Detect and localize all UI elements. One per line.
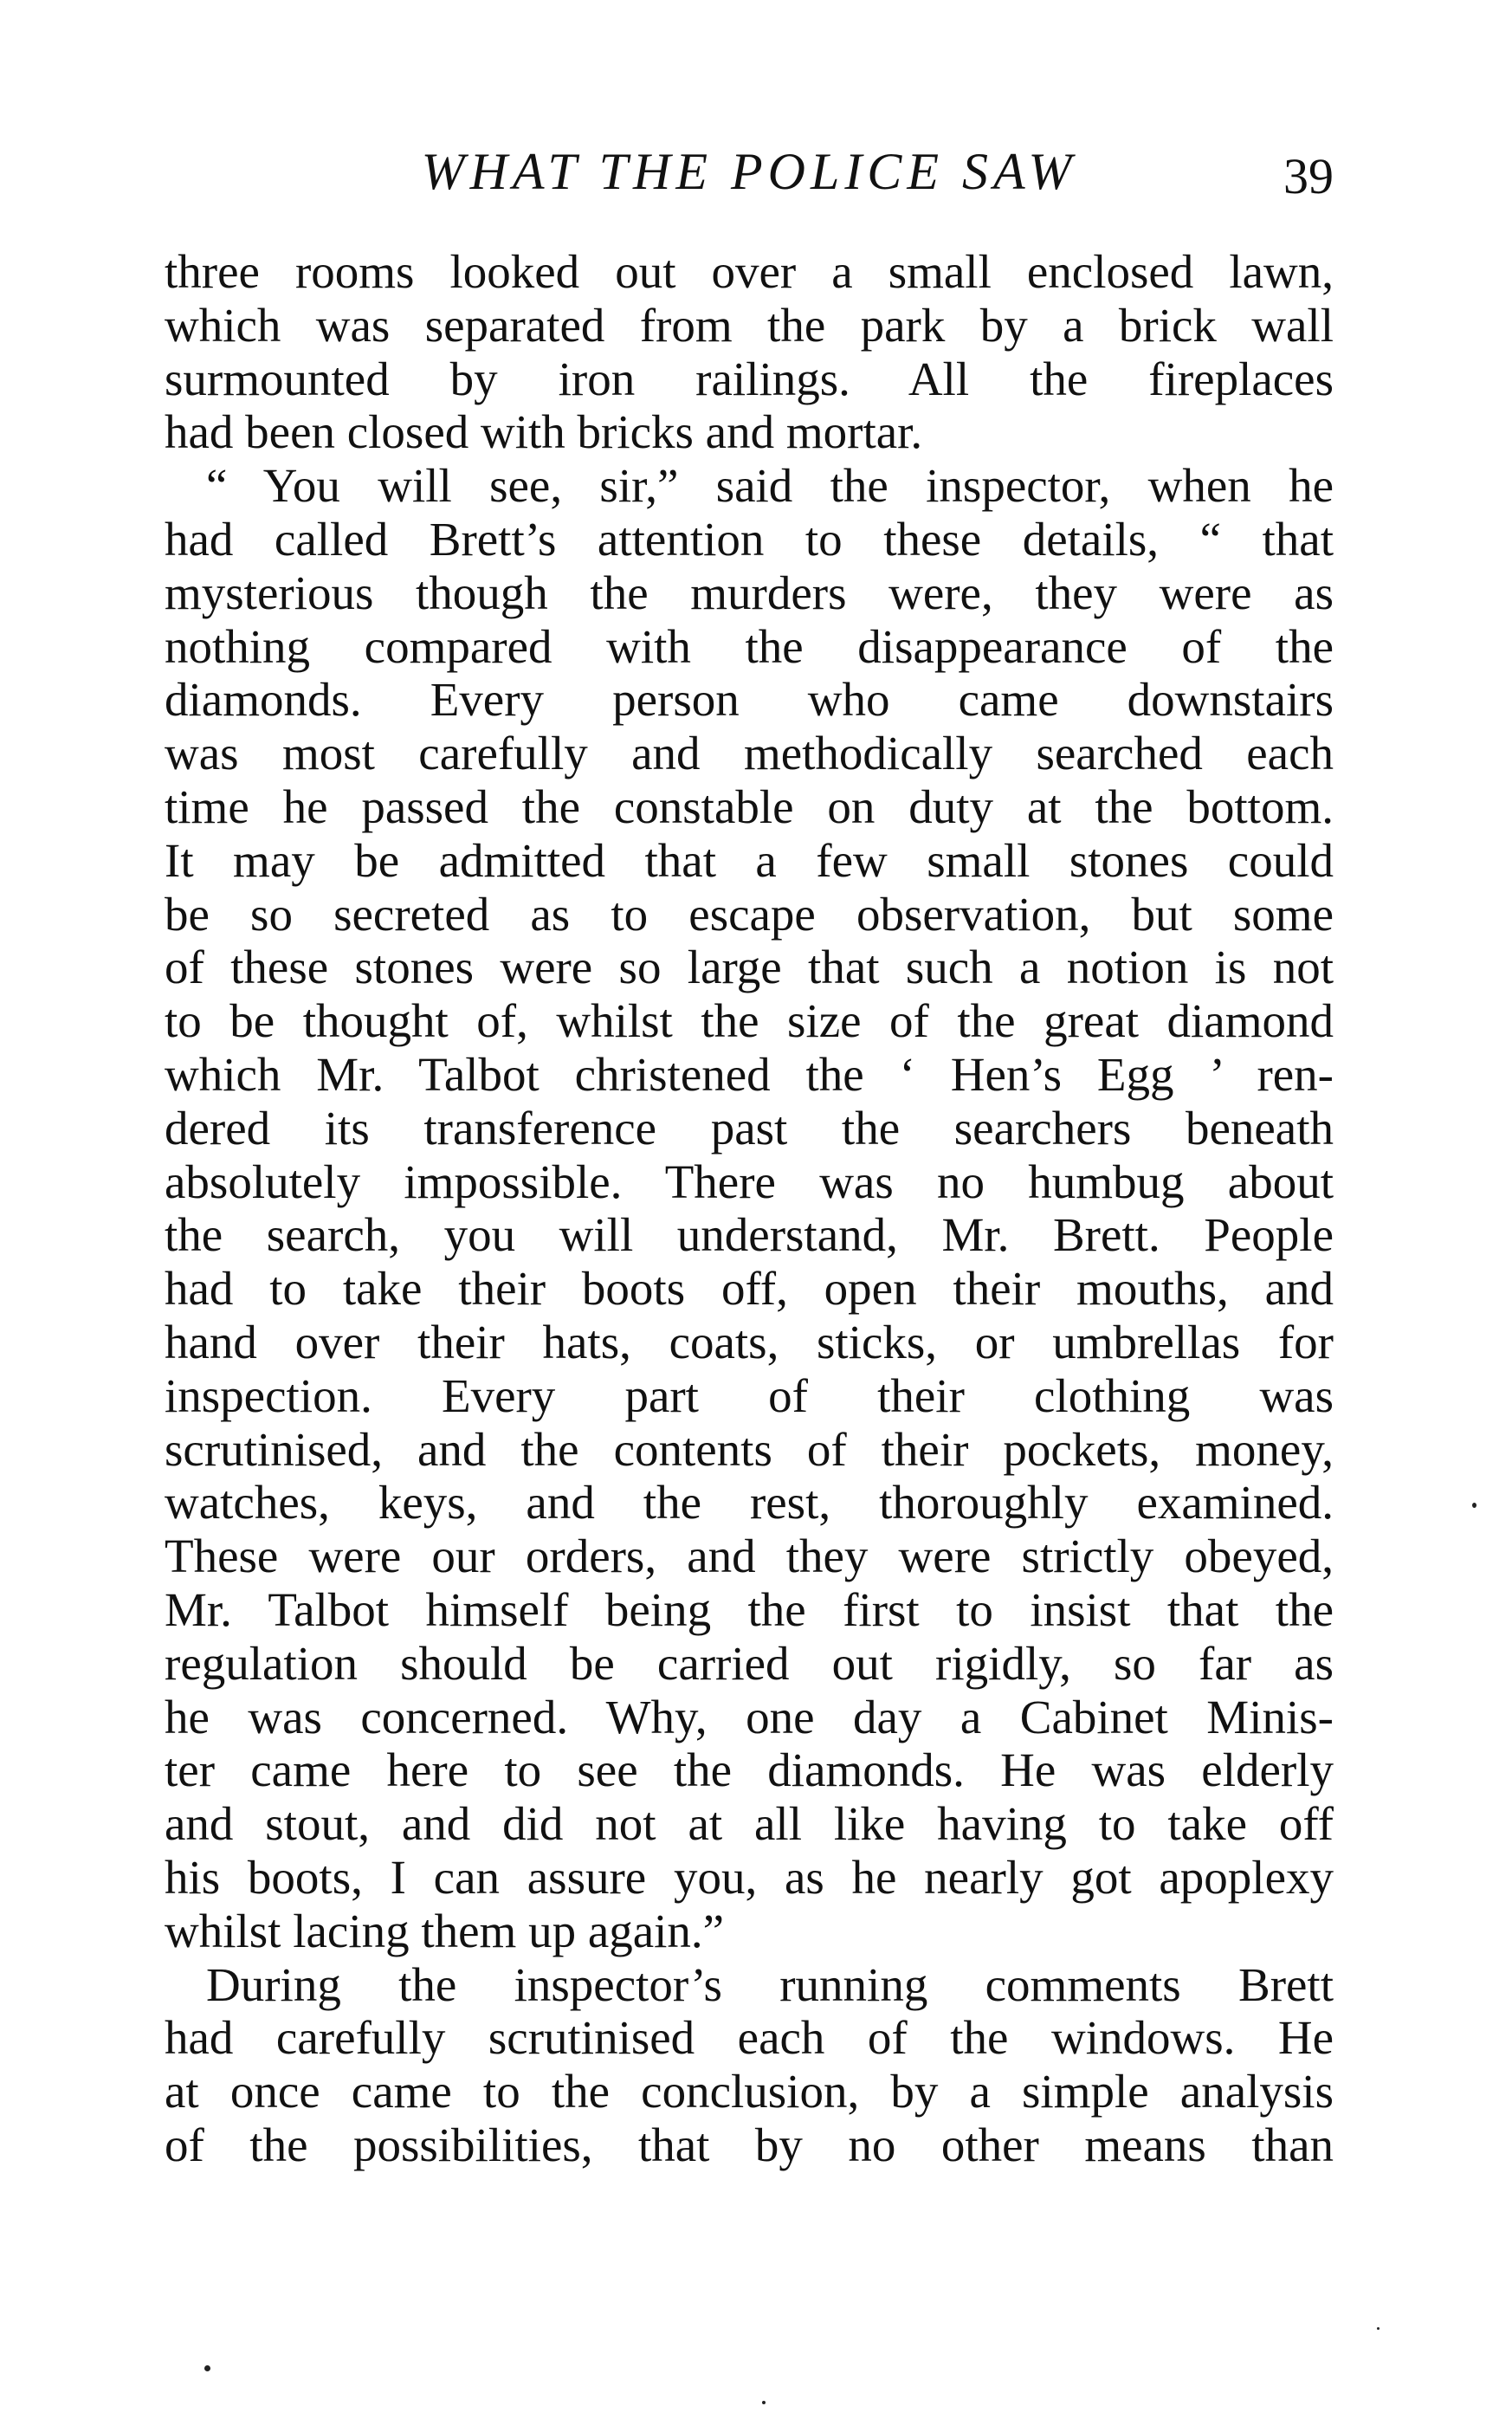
text-line: three rooms looked out over a small enclosed lawn,: [165, 245, 1334, 298]
print-speck: [1472, 1503, 1476, 1508]
text-line: scrutinised, and the contents of their pockets, money,: [165, 1422, 1334, 1476]
text-line: hand over their hats, coats, sticks, or umbrellas for: [165, 1315, 1334, 1368]
print-speck: [762, 2401, 766, 2404]
text-line: be so secreted as to escape observation, but some: [165, 887, 1334, 941]
text-line: diamonds. Every person who came downstairs: [165, 673, 1334, 727]
text-line: of the possibilities, that by no other means than: [165, 2118, 1334, 2171]
text-line: had to take their boots off, open their mouths, and: [165, 1262, 1334, 1316]
text-line: Mr. Talbot himself being the first to insist that the: [165, 1582, 1334, 1636]
text-line: was most carefully and methodically searched each: [165, 727, 1334, 780]
text-line: had called Brett’s attention to these details, “ that: [165, 512, 1334, 566]
text-line: ter came here to see the diamonds. He was elderly: [165, 1743, 1334, 1797]
text-line: and stout, and did not at all like having to take off: [165, 1797, 1334, 1851]
text-line: his boots, I can assure you, as he nearly got apoplexy: [165, 1850, 1334, 1904]
text-line: to be thought of, whilst the size of the great diamond: [165, 994, 1334, 1048]
text-line: whilst lacing them up again.”: [165, 1904, 725, 1957]
print-speck: [204, 2365, 210, 2371]
text-line: mysterious though the murders were, they were as: [165, 566, 1334, 619]
paragraph-3: [165, 1958, 1334, 2172]
text-line: watches, keys, and the rest, thoroughly examined.: [165, 1476, 1334, 1530]
text-line: of these stones were so large that such a notion is not: [165, 941, 1334, 994]
text-line: These were our orders, and they were strictly obeyed,: [165, 1530, 1334, 1583]
print-speck: [1377, 2327, 1380, 2330]
text-line: dered its transference past the searchers beneath: [165, 1101, 1334, 1155]
text-line: he was concerned. Why, one day a Cabinet Minis-: [165, 1690, 1334, 1743]
text-line: regulation should be carried out rigidly, so far as: [165, 1636, 1334, 1690]
running-head: [165, 137, 1334, 206]
text-line: the search, you will understand, Mr. Brett. People: [165, 1208, 1334, 1262]
text-line: had carefully scrutinised each of the windows. He: [165, 2011, 1334, 2065]
page-number: 39: [1283, 148, 1334, 204]
text-line: “ You will see, sir,” said the inspector, when he: [206, 459, 1334, 513]
text-line: had been closed with bricks and mortar.: [165, 405, 923, 459]
paragraph-2: [165, 459, 1334, 1957]
text-line: which Mr. Talbot christened the ‘ Hen’s Egg ’ ren-: [165, 1047, 1334, 1101]
text-line: nothing compared with the disappearance of the: [165, 619, 1334, 673]
paragraph-1: [165, 245, 1334, 459]
text-line: absolutely impossible. There was no humbug about: [165, 1155, 1334, 1208]
body-text: [165, 245, 1334, 2172]
text-line: It may be admitted that a few small stones could: [165, 833, 1334, 887]
text-line: which was separated from the park by a brick wall: [165, 298, 1334, 352]
text-line: inspection. Every part of their clothing was: [165, 1368, 1334, 1422]
text-line: During the inspector’s running comments Brett: [206, 1957, 1334, 2011]
text-line: time he passed the constable on duty at the bottom.: [165, 779, 1334, 833]
text-line: surmounted by iron railings. All the fireplaces: [165, 352, 1334, 405]
text-line: at once came to the conclusion, by a simple analysis: [165, 2065, 1334, 2118]
running-title: WHAT THE POLICE SAW: [421, 143, 1077, 200]
